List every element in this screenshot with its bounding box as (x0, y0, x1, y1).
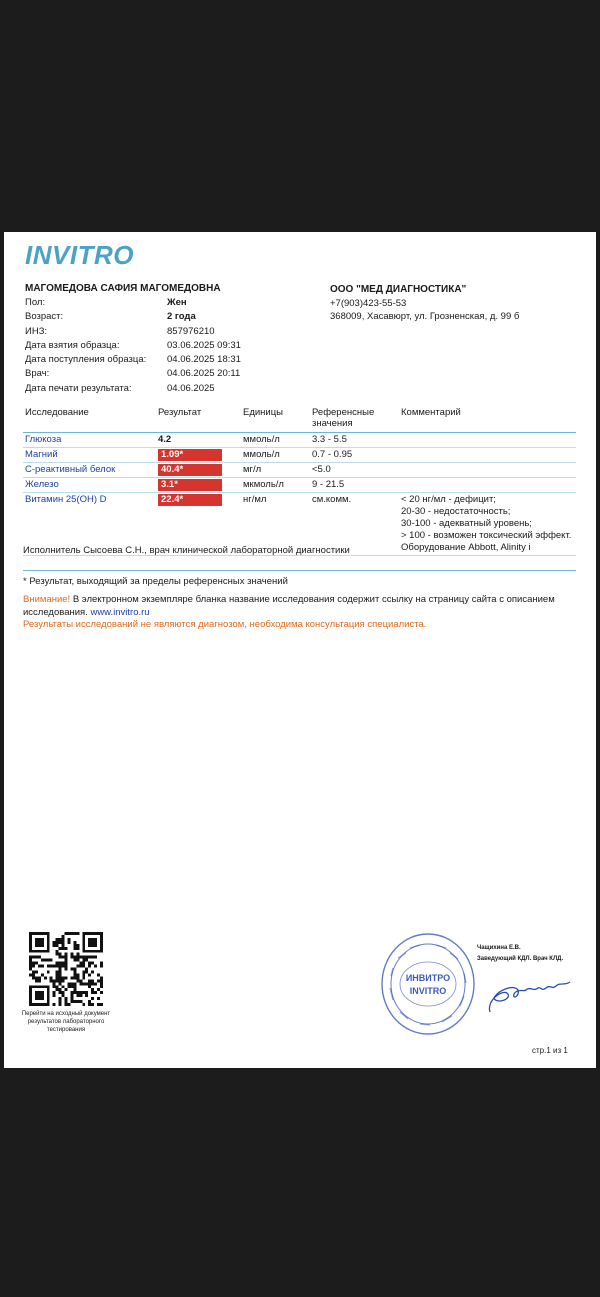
info-label: Пол: (25, 297, 46, 308)
organization-block (330, 283, 519, 324)
notice (23, 594, 583, 619)
header-result: Результат (156, 405, 241, 433)
comment (399, 478, 576, 493)
table-row (23, 448, 576, 463)
info-value: Жен (167, 297, 187, 308)
stamp-text-ru: ИНВИТРО (405, 973, 451, 983)
info-value: 04.06.2025 20:11 (167, 368, 241, 380)
reference-range: 0.7 - 0.95 (310, 448, 399, 463)
info-label: ИНЗ: (25, 325, 48, 337)
units: ммоль/л (241, 448, 310, 463)
units: мг/л (241, 463, 310, 478)
org-name: ООО "МЕД ДИАГНОСТИКА" (330, 284, 467, 295)
units: ммоль/л (241, 433, 310, 448)
footnote: * Результат, выходящий за пределы референсных значений (23, 576, 288, 587)
header-reference-line1: Референсные (312, 407, 375, 418)
info-value: 857976210 (167, 325, 215, 337)
result-text: 40.4* (158, 464, 222, 476)
info-value: 04.06.2025 18:31 (167, 354, 241, 366)
result-value-flagged (156, 478, 241, 493)
result-value-flagged (156, 463, 241, 478)
info-label: Дата поступления образца: (25, 354, 147, 366)
stamp-text-en: INVITRO (409, 986, 447, 996)
seal-stamp (380, 928, 480, 1038)
header-comment: Комментарий (399, 405, 576, 433)
org-phone: +7(903)423-55-53 (330, 297, 407, 309)
handwritten-signature (484, 970, 574, 1020)
comment-line: < 20 нг/мл - дефицит; (401, 494, 496, 505)
table-header (23, 405, 576, 433)
test-link[interactable]: Глюкоза (23, 433, 156, 448)
org-address: 368009, Хасавюрт, ул. Грозненская, д. 99 б (330, 311, 520, 322)
result-text: 1.09* (158, 449, 222, 461)
results-table (23, 405, 576, 556)
units: мкмоль/л (241, 478, 310, 493)
info-label: Врач: (25, 368, 50, 380)
result-text: 4.2 (158, 434, 172, 445)
comment-line: Оборудование Abbott, Alinity i (401, 542, 531, 553)
reference-range: 9 - 21.5 (310, 478, 399, 493)
header-reference-line2: значения (312, 418, 353, 429)
units: нг/мл (241, 493, 310, 556)
comment-line: 20-30 - недостаточность; (401, 506, 511, 517)
header-reference (310, 405, 399, 433)
result-value (156, 433, 241, 448)
patient-name: МАГОМЕДОВА САФИЯ МАГОМЕДОВНА (25, 283, 221, 294)
result-text: 22.4* (158, 494, 222, 506)
comment (399, 448, 576, 463)
test-link[interactable]: Магний (23, 448, 156, 463)
notice-warning: Внимание! (23, 594, 71, 605)
table-row (23, 433, 576, 448)
comment (399, 493, 576, 556)
table-row (23, 463, 576, 478)
info-value: 03.06.2025 09:31 (167, 339, 241, 351)
reference-range: см.комм. (310, 493, 399, 556)
signatory-title: Заведующий КДЛ. Врач КЛД. (477, 956, 564, 962)
divider (23, 570, 576, 571)
qr-code[interactable] (29, 932, 103, 1006)
executor-line: Исполнитель Сысоева С.Н., врач клинической лабораторной диагностики (23, 545, 350, 556)
invitro-link[interactable]: www.invitro.ru (90, 606, 150, 618)
comment (399, 463, 576, 478)
disclaimer: Результаты исследований не являются диагнозом, необходима консультация специалиста. (23, 619, 427, 630)
test-link[interactable]: С-реактивный белок (23, 463, 156, 478)
header-test: Исследование (23, 405, 156, 433)
result-document (4, 232, 596, 1068)
info-value: 2 года (167, 311, 196, 323)
qr-caption: Перейти на исходный документ результатов лабораторного тестирования (21, 1011, 111, 1033)
table-row (23, 478, 576, 493)
test-link[interactable]: Железо (23, 478, 156, 493)
comment (399, 433, 576, 448)
reference-range: <5.0 (310, 463, 399, 478)
header-units: Единицы (241, 405, 310, 433)
page-number: стр.1 из 1 (532, 1046, 568, 1055)
info-label: Возраст: (25, 311, 64, 323)
info-value: 04.06.2025 (167, 382, 215, 394)
test-link[interactable]: Витамин 25(OH) D (23, 493, 156, 556)
comment-line: 30-100 - адекватный уровень; (401, 518, 532, 529)
signatory-name: Чащихина Е.В. (477, 945, 521, 951)
info-label: Дата печати результата: (25, 382, 132, 394)
comment-line: > 100 - возможен токсический эффект. (401, 530, 572, 541)
notice-text: В электронном экземпляре бланка название исследования содержит ссылку на страницу сайта с описанием исследования. (23, 594, 555, 618)
info-label: Дата взятия образца: (25, 339, 120, 351)
reference-range: 3.3 - 5.5 (310, 433, 399, 448)
invitro-logo: INVITRO (25, 240, 134, 270)
result-text: 3.1* (158, 479, 222, 491)
signatory (477, 943, 563, 965)
result-value-flagged (156, 448, 241, 463)
